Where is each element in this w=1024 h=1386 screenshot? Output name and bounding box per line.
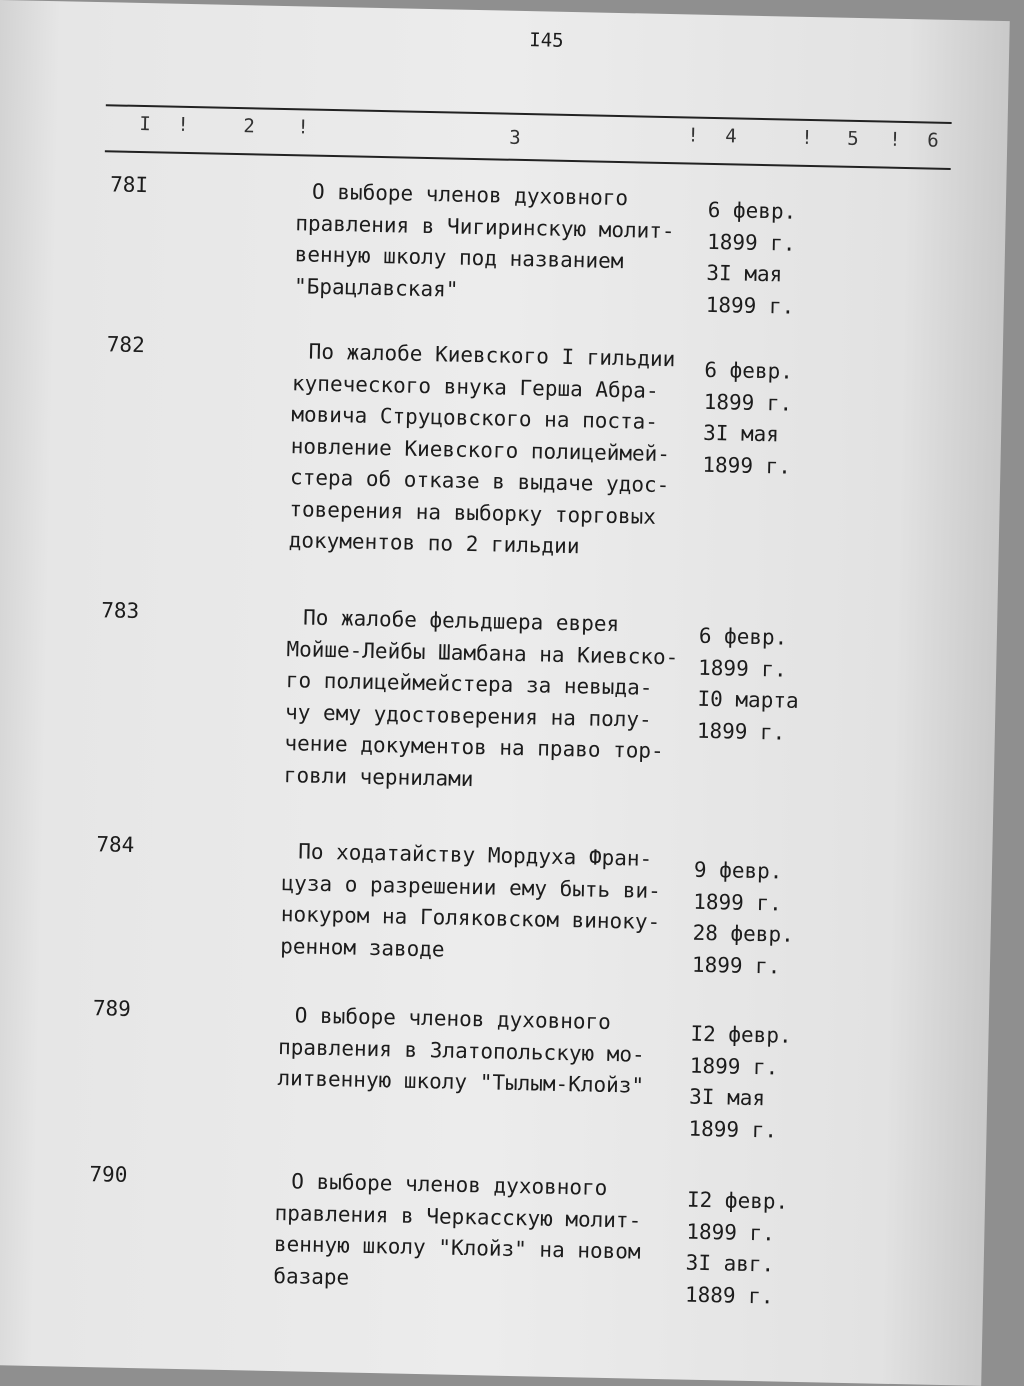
entry-number: 783 xyxy=(100,598,140,624)
end-year: 1889 г. xyxy=(684,1282,774,1308)
start-date: 6 февр. xyxy=(707,197,797,224)
description-line: О выборе членов духовного xyxy=(294,1003,612,1035)
description-line: купеческого внука Герша Абра- xyxy=(291,370,659,403)
description-line: го полицеймейстера за невыда- xyxy=(285,668,653,700)
table-row xyxy=(0,1160,985,1308)
description-line: правления в Златопольскую мо- xyxy=(277,1034,645,1067)
description-line: товерения на выборку торговых xyxy=(289,496,657,529)
entry-dates xyxy=(697,621,801,749)
start-date: 6 февр. xyxy=(704,357,794,384)
entry-description xyxy=(294,176,717,311)
description-line: О выборе членов духовного xyxy=(311,179,629,211)
entry-dates xyxy=(702,355,793,483)
entry-number: 782 xyxy=(106,332,145,358)
table-header-bottom-rule xyxy=(105,150,951,170)
description-line: документов по 2 гильдии xyxy=(288,528,580,559)
description-line: венную школу "Клойз" на новом xyxy=(273,1232,641,1264)
column-header-2: 2 xyxy=(243,115,256,138)
table-row xyxy=(0,830,992,979)
column-separator: ! xyxy=(801,126,813,150)
description-line: говли чернилами xyxy=(283,762,474,791)
description-line: новление Киевского полицеймей- xyxy=(290,433,671,466)
column-separator: ! xyxy=(687,124,699,147)
column-separator: ! xyxy=(889,128,901,151)
description-line: По ходатайству Мордуха Фран- xyxy=(297,839,653,871)
end-date: 3I мая xyxy=(706,260,783,287)
start-date: I2 февр. xyxy=(686,1187,789,1214)
page-number: I45 xyxy=(529,29,564,52)
entry-dates xyxy=(692,855,796,983)
column-header-1: I xyxy=(139,112,152,136)
start-year: 1899 г. xyxy=(689,1053,779,1080)
entry-description xyxy=(288,336,713,565)
entry-number: 784 xyxy=(96,832,135,857)
end-date: 28 февр. xyxy=(692,920,795,947)
end-year: 1899 г. xyxy=(688,1116,778,1143)
description-line: правления в Чигиринскую молит- xyxy=(295,210,675,243)
description-line: венную школу под названием xyxy=(294,242,624,274)
end-year: 1899 г. xyxy=(696,718,786,745)
description-line: О выборе членов духовного xyxy=(291,1169,608,1200)
table-row xyxy=(0,170,1006,319)
description-line: По жалобе фельдшера еврея xyxy=(302,605,620,637)
column-header-3: 3 xyxy=(508,126,521,149)
entry-dates xyxy=(688,1019,792,1147)
description-line: ренном заводе xyxy=(280,933,445,962)
entry-description xyxy=(280,836,703,971)
end-date: 3I мая xyxy=(702,420,780,447)
description-line: литвенную школу "Тылым-Клойз" xyxy=(277,1066,645,1098)
column-separator: ! xyxy=(297,116,310,139)
end-date: 3I мая xyxy=(688,1084,766,1111)
entry-number: 78I xyxy=(109,172,149,198)
table-header-top-rule xyxy=(106,104,952,124)
column-header-4: 4 xyxy=(725,125,737,148)
description-line: базаре xyxy=(273,1263,350,1290)
entry-description xyxy=(283,602,707,800)
description-line: чу ему удостоверения на полу- xyxy=(284,699,652,732)
column-separator: ! xyxy=(177,113,190,136)
description-line: нокуром на Голяковском виноку- xyxy=(280,902,661,935)
description-line: чение документов на право тор- xyxy=(284,731,664,764)
description-line: "Брацлавская" xyxy=(293,273,459,302)
entry-number: 790 xyxy=(89,1162,128,1187)
entry-number: 789 xyxy=(92,996,132,1021)
end-year: 1899 г. xyxy=(705,292,795,319)
start-year: 1899 г. xyxy=(703,389,793,416)
description-line: цуза о разрешении ему быть ви- xyxy=(281,870,662,903)
table-row xyxy=(0,994,989,1143)
end-year: 1899 г. xyxy=(702,452,792,479)
end-date: 3I авг. xyxy=(685,1250,775,1277)
entry-description xyxy=(277,1000,699,1103)
start-date: 9 февр. xyxy=(693,857,783,884)
start-date: 6 февр. xyxy=(698,623,788,650)
description-line: правления в Черкасскую молит- xyxy=(274,1200,642,1233)
description-line: По жалобе Киевского I гильдии xyxy=(308,339,676,372)
description-line: мовича Струцовского на поста- xyxy=(291,402,659,434)
start-year: 1899 г. xyxy=(693,889,783,916)
end-year: 1899 г. xyxy=(691,952,781,979)
start-year: 1899 г. xyxy=(706,229,796,256)
entry-description xyxy=(273,1166,696,1301)
entry-dates xyxy=(685,1185,789,1313)
start-year: 1899 г. xyxy=(686,1219,776,1245)
description-line: Мойше-Лейбы Шамбана на Киевско- xyxy=(286,636,679,669)
start-date: I2 февр. xyxy=(690,1021,792,1048)
description-line: стера об отказе в выдаче удос- xyxy=(289,465,670,498)
table-row xyxy=(0,330,1003,559)
start-year: 1899 г. xyxy=(697,655,787,682)
column-header-5: 5 xyxy=(847,127,859,151)
end-date: I0 марта xyxy=(697,686,799,713)
table-row xyxy=(0,596,997,791)
column-header-6: 6 xyxy=(927,129,939,152)
entry-dates xyxy=(705,195,796,323)
